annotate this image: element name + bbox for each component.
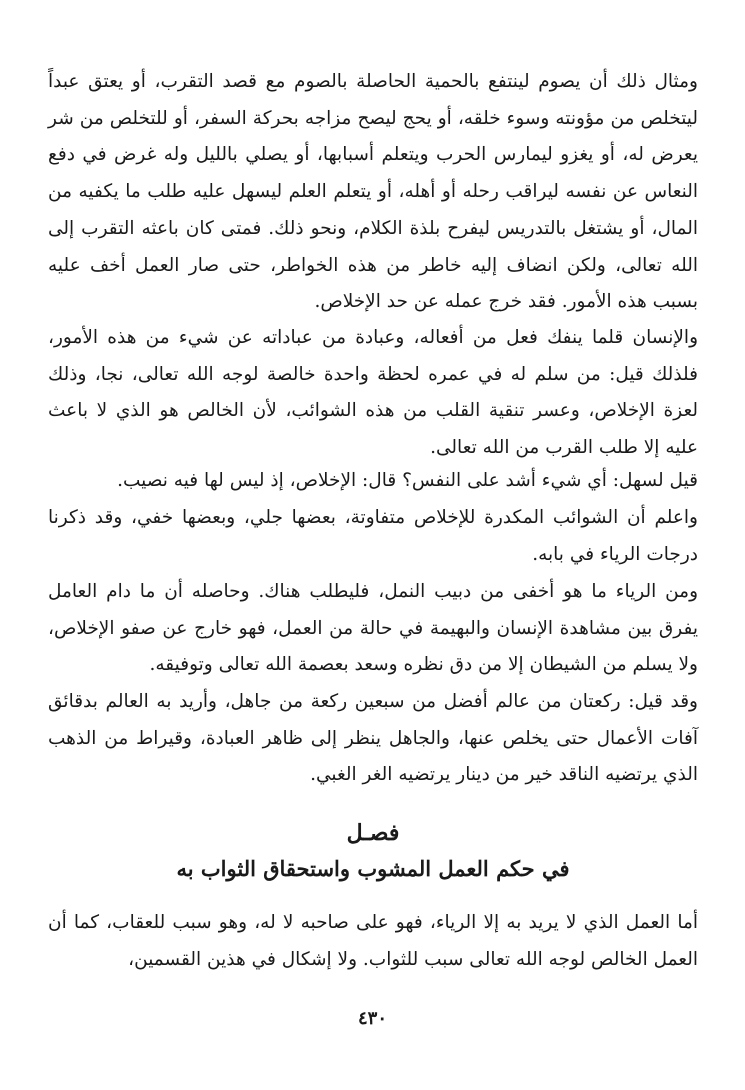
paragraph-impurities — [48, 500, 698, 573]
page-number: ٤٣٠ — [357, 1008, 387, 1029]
paragraph: أما العمل الذي لا يريد به إلا الرياء، فهو على صاحبه لا له، وهو سبب للعقاب، كما أن العمل الخالص لوجه الله تعالى سبب للثواب. ولا إشكال في هذين القسمين، — [48, 912, 698, 970]
paragraph-human-actions — [48, 320, 698, 467]
paragraph-mixed-deeds — [48, 905, 698, 978]
paragraph-hidden-riya — [48, 574, 698, 684]
section-subtitle: في حكم العمل المشوب واستحقاق الثواب به — [176, 856, 570, 881]
paragraph: واعلم أن الشوائب المكدرة للإخلاص متفاوتة، بعضها جلي، وبعضها خفي، وقد ذكرنا درجات الرياء في بابه. — [48, 507, 698, 565]
paragraph-example-intentions — [48, 64, 698, 321]
section-title: فصـل — [346, 820, 400, 846]
paragraph: ومثال ذلك أن يصوم لينتفع بالحمية الحاصلة بالصوم مع قصد التقرب، أو يعتق عبداً ليتخلص من مؤونته وسوء خلقه، أو يحج ليصح مزاجه بحركة السفر، أو للتخلص من شر يعرض له، أو يغزو ليمارس الحرب ويتعلم أسبابها، أو يصلي بالليل وله غرض في دفع النعاس عن نفسه ليراقب رحله أو أهله، أو يتعلم العلم ليسهل عليه طلب ما يكفيه من المال، أو يشتغل بالتدريس ليفرح بلذة الكلام، ونحو ذلك. فمتى كان باعثه التقرب إلى الله تعالى، ولكن انضاف إليه خاطر من هذه الخواطر، حتى صار العمل أخف عليه بسبب هذه الأمور. فقد خرج عمله عن حد الإخلاص. — [48, 71, 698, 313]
paragraph: والإنسان قلما ينفك فعل من أفعاله، وعبادة من عباداته عن شيء من هذه الأمور، فلذلك قيل: من سلم له في عمره لحظة واحدة خالصة لوجه الله تعالى، نجا، وذلك لعزة الإخلاص، وعسر تنقية القلب من هذه الشوائب، لأن الخالص هو الذي لا باعث عليه إلا طلب القرب من الله تعالى. — [48, 327, 698, 459]
paragraph: وقد قيل: ركعتان من عالم أفضل من سبعين ركعة من جاهل، وأريد به العالم بدقائق آفات الأعمال حتى يخلص عنها، والجاهل ينظر إلى ظاهر العبادة، وقيراط من الذهب الذي يرتضيه الناقد خير من دينار يرتضيه الغر الغبي. — [48, 691, 698, 786]
paragraph: قيل لسهل: أي شيء أشد على النفس؟ قال: الإخلاص، إذ ليس لها فيه نصيب. — [117, 470, 698, 491]
paragraph: ومن الرياء ما هو أخفى من دبيب النمل، فليطلب هناك. وحاصله أن ما دام العامل يفرق بين مشاهدة الإنسان والبهيمة في حالة من العمل، فهو خارج عن صفو الإخلاص، ولا يسلم من الشيطان إلا من دق نظره وسعد بعصمة الله تعالى وتوفيقه. — [48, 581, 698, 676]
paragraph-sahl-quote — [48, 463, 698, 500]
paragraph-two-rakahs — [48, 684, 698, 794]
